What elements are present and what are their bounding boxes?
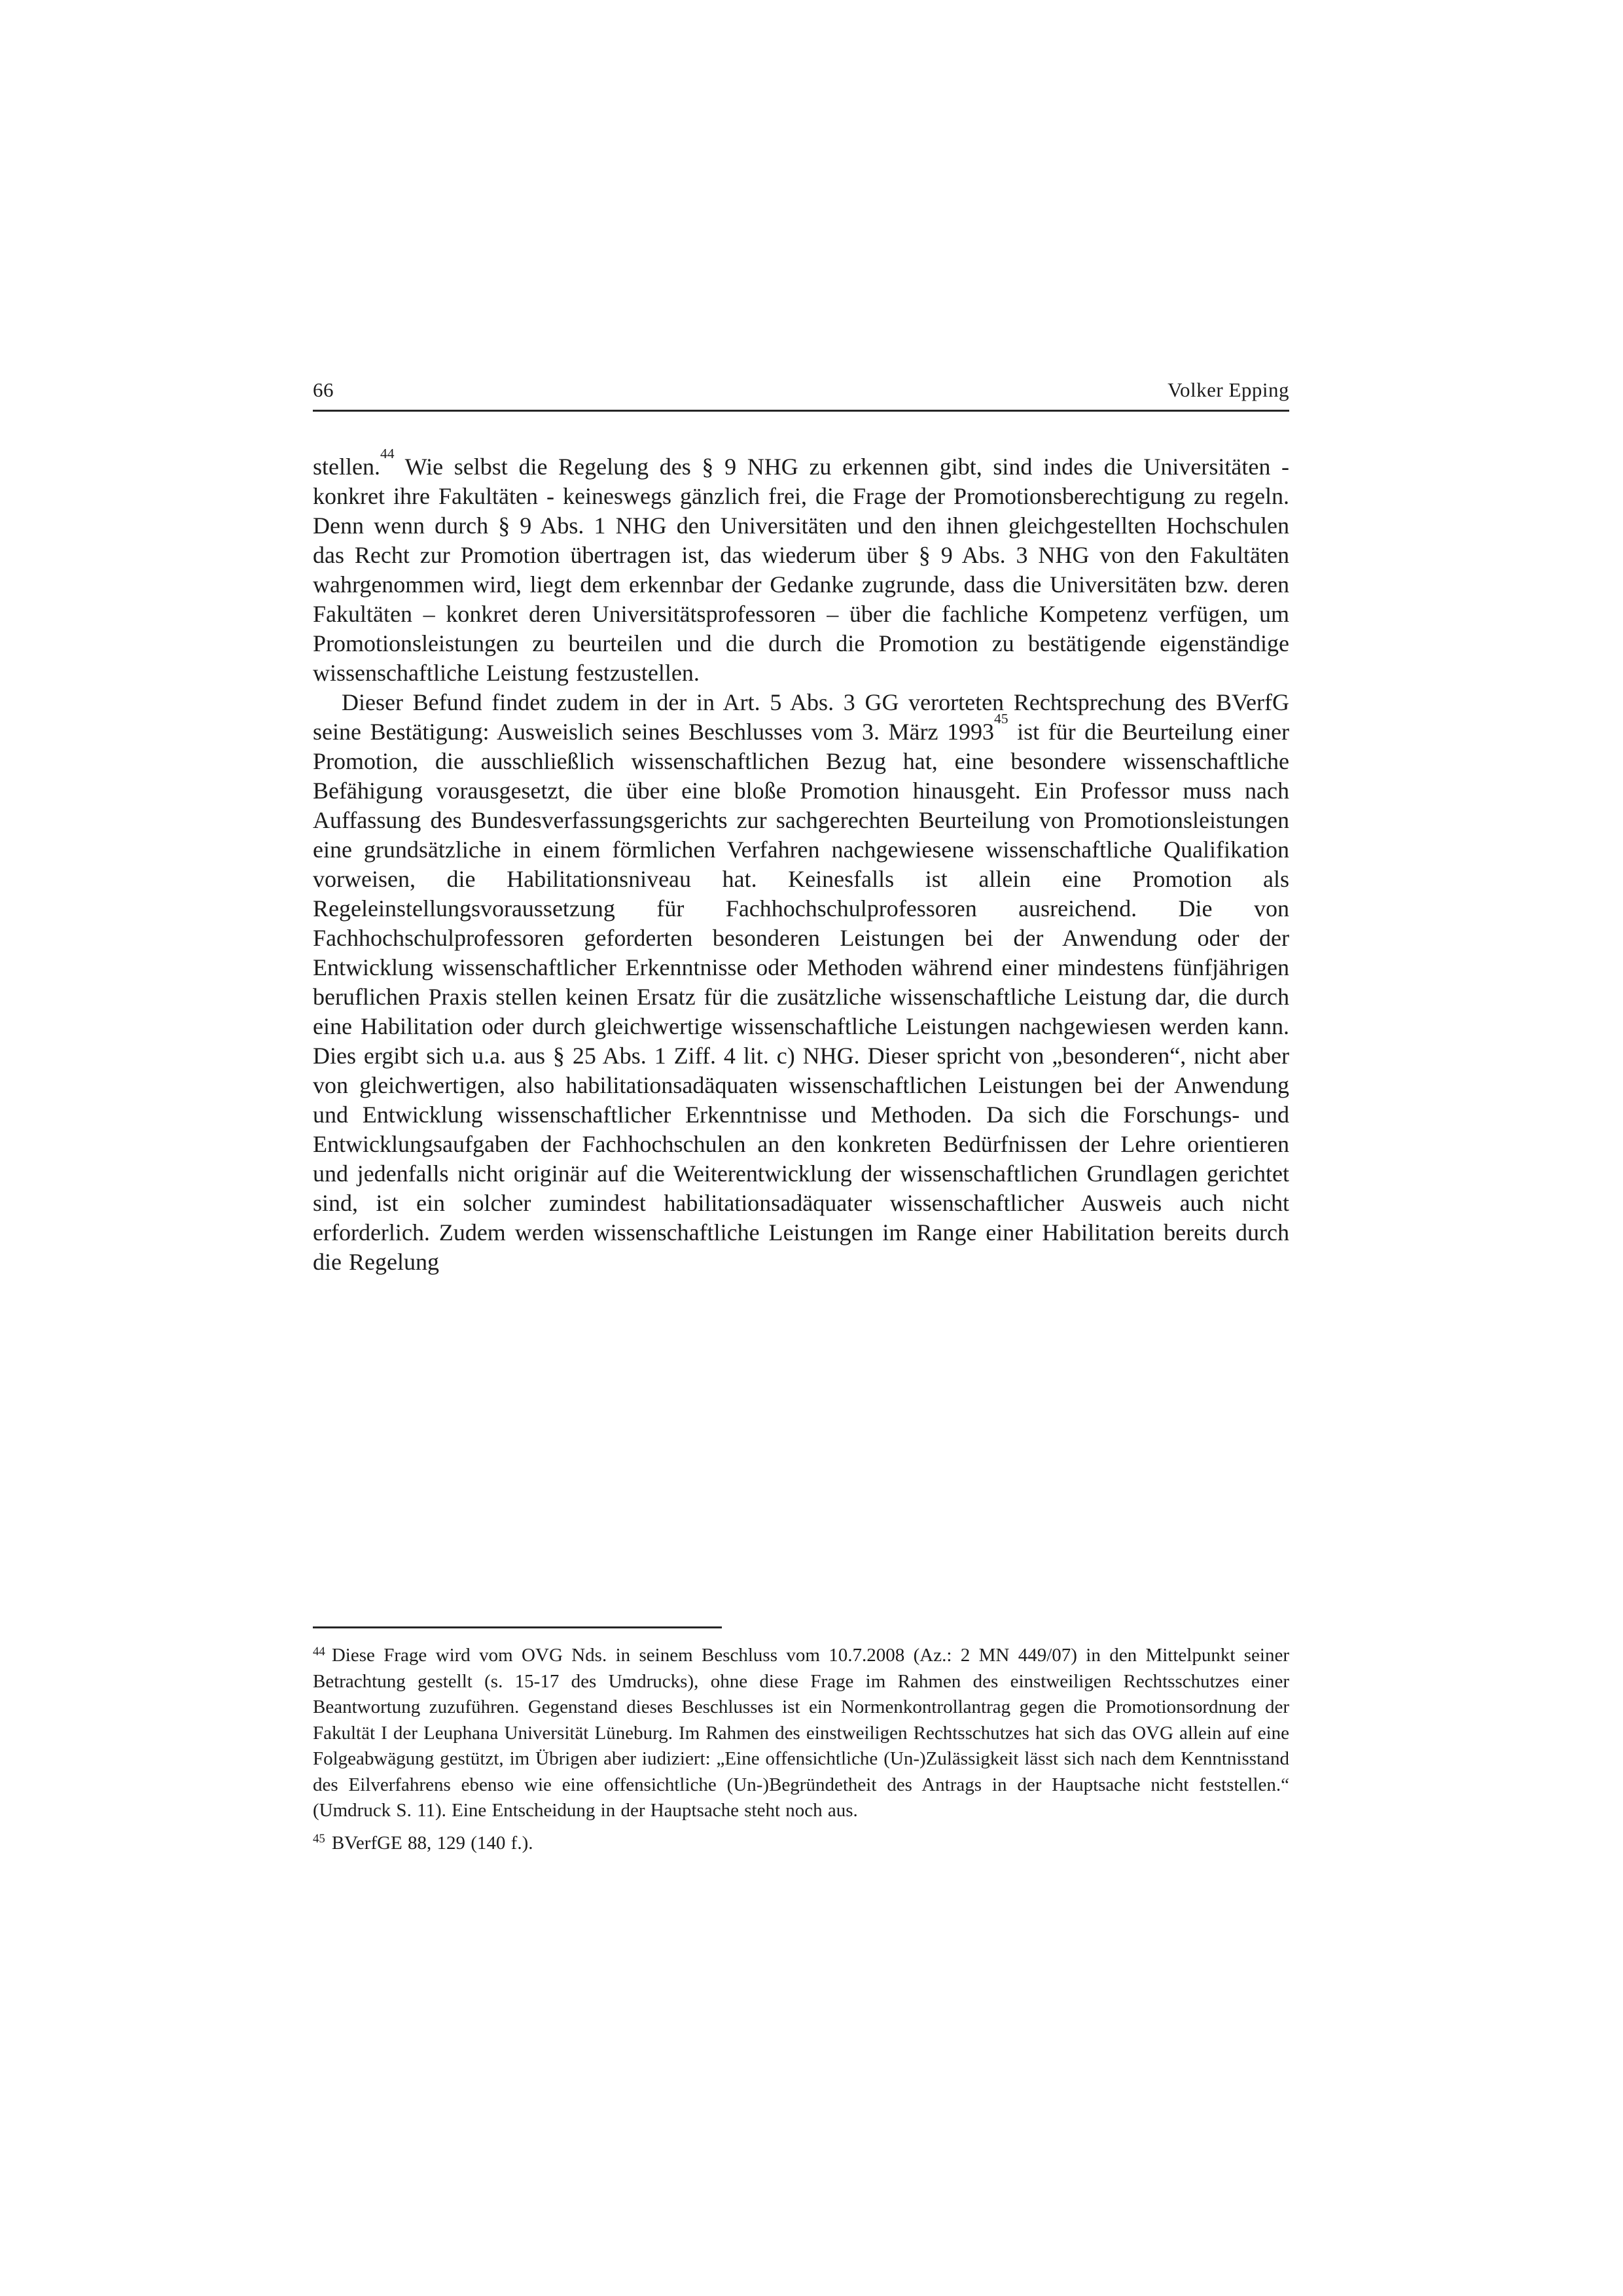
footnote-45-text: BVerfGE 88, 129 (140 f.). <box>331 1832 533 1854</box>
page-number: 66 <box>313 378 334 401</box>
paragraph-2-text-before: Dieser Befund findet zudem in der in Art. 5 Abs. 3 GG verorteten Rechtsprechung des BVerfG seine Bestätigung: Ausweislich seines Beschlusses vom 3. März 1993 <box>313 689 1289 745</box>
footnote-44 <box>313 1643 1289 1824</box>
footnote-44-text: Diese Frage wird vom OVG Nds. in seinem Beschluss vom 10.7.2008 (Az.: 2 MN 449/07) in den Mittelpunkt seiner Betrachtung gestellt (s. 15-17 des Umdrucks), ohne diese Frage im Rahmen des einstweiligen Rechtsschutzes einer Beantwortung zuzuführen. Gegenstand dieses Beschlusses ist ein Normenkontrollantrag gegen die Promotionsordnung der Fakultät I der Leuphana Universität Lüneburg. Im Rahmen des einstweiligen Rechtsschutzes hat sich das OVG allein auf eine Folgeabwägung gestützt, im Übrigen aber iudiziert: „Eine offensichtliche (Un-)Zulässigkeit lässt sich nach dem Kenntnisstand des Eilverfahrens ebenso wie eine offensichtliche (Un-)Begründetheit des Antrags in der Hauptsache nicht feststellen.“ (Umdruck S. 11). Eine Entscheidung in der Hauptsache steht noch aus. <box>313 1645 1289 1821</box>
main-text <box>313 446 1289 1623</box>
paragraph-1-lead: stellen. <box>313 454 380 480</box>
footnote-marker-44: 44 <box>313 1644 325 1659</box>
page-content <box>313 378 1289 1856</box>
page-header <box>313 378 1289 412</box>
footnote-marker-45: 45 <box>313 1832 325 1846</box>
footnote-45 <box>313 1831 1289 1857</box>
paragraph-1 <box>313 446 1289 688</box>
footnote-ref-44: 44 <box>380 446 395 462</box>
paragraph-2 <box>313 688 1289 1277</box>
running-title: Volker Epping <box>1168 378 1289 401</box>
footnotes <box>313 1643 1289 1856</box>
paragraph-1-text: Wie selbst die Regelung des § 9 NHG zu erkennen gibt, sind indes die Universitäten - konkret ihre Fakultäten - keineswegs gänzlich frei, die Frage der Promotionsberechtigung zu regeln. Denn wenn durch § 9 Abs. 1 NHG den Universitäten und den ihnen gleichgestellten Hochschulen das Recht zur Promotion übertragen ist, das wiederum über § 9 Abs. 3 NHG von den Fakultäten wahrgenommen wird, liegt dem erkennbar der Gedanke zugrunde, dass die Universitäten bzw. deren Fakultäten – konkret deren Universitätsprofessoren – über die fachliche Kompetenz verfügen, um Promotionsleistungen zu beurteilen und die durch die Promotion zu bestätigende eigenständige wissenschaftliche Leistung festzustellen. <box>313 454 1289 686</box>
footnote-separator <box>313 1626 722 1628</box>
paragraph-2-text-after: ist für die Beurteilung einer Promotion, die ausschließlich wissenschaftlichen Bezug hat, eine besondere wissenschaftliche Befähigung vorausgesetzt, die über eine bloße Promotion hinausgeht. Ein Professor muss nach Auffassung des Bundesverfassungsgerichts zur sachgerechten Beurteilung von Promotionsleistungen eine grundsätzliche in einem förmlichen Verfahren nachgewiesene wissenschaftliche Qualifikation vorweisen, die Habilitationsniveau hat. Keinesfalls ist allein eine Promotion als Regeleinstellungsvoraussetzung für Fachhochschulprofessoren ausreichend. Die von Fachhochschulprofessoren geforderten besonderen Leistungen bei der Anwendung oder der Entwicklung wissenschaftlicher Erkenntnisse oder Methoden während einer mindestens fünfjährigen beruflichen Praxis stellen keinen Ersatz für die zusätzliche wissenschaftliche Leistung dar, die durch eine Habilitation oder durch gleichwertige wissenschaftliche Leistungen nachgewiesen werden kann. Dies ergibt sich u.a. aus § 25 Abs. 1 Ziff. 4 lit. c) NHG. Dieser spricht von „besonderen“, nicht aber von gleichwertigen, also habilitationsadäquaten wissenschaftlichen Leistungen bei der Anwendung und Entwicklung wissenschaftlicher Erkenntnisse und Methoden. Da sich die Forschungs- und Entwicklungsaufgaben der Fachhochschulen an den konkreten Bedürfnissen der Lehre orientieren und jedenfalls nicht originär auf die Weiterentwicklung der wissenschaftlichen Grundlagen gerichtet sind, ist ein solcher zumindest habilitationsadäquater wissenschaftlicher Ausweis auch nicht erforderlich. Zudem werden wissenschaftliche Leistungen im Range einer Habilitation bereits durch die Regelung <box>313 719 1289 1275</box>
footnote-ref-45: 45 <box>993 711 1008 727</box>
